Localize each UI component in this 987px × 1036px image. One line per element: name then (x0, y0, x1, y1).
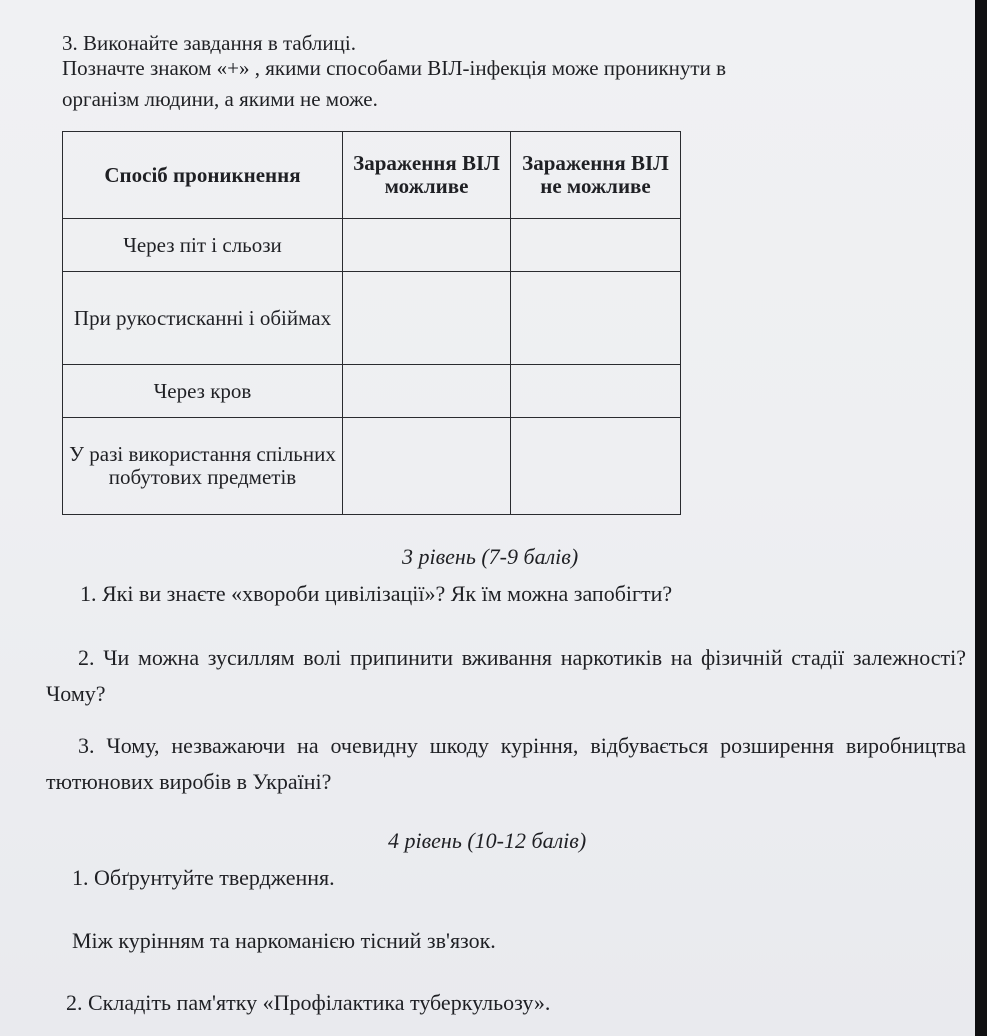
table-row (63, 418, 681, 515)
possible-cell[interactable] (343, 272, 511, 365)
task-instruction-line-1: Позначте знаком «+» , якими способами ВІЛ-інфекція може проникнути в (62, 56, 727, 80)
hiv-transmission-table (62, 131, 681, 515)
not-possible-cell[interactable] (511, 219, 681, 272)
not-possible-cell[interactable] (511, 365, 681, 418)
method-cell: Через кров (63, 365, 343, 418)
level-3-question-1: 1. Які ви знаєте «хвороби цивілізації»? Як їм можна запобігти? (80, 581, 673, 606)
not-possible-cell[interactable] (511, 272, 681, 365)
method-cell: Через піт і сльози (63, 219, 343, 272)
level-3-question-2: 2. Чи можна зусиллям волі припинити вживання наркотиків на фізичній стадії залежності? Чому? (46, 645, 966, 706)
level-3-question-3: 3. Чому, незважаючи на очевидну шкоду куріння, відбувається розширення виробництва тютюнових виробів в Україні? (46, 733, 966, 794)
level-4-title: 4 рівень (10-12 балів) (388, 828, 587, 853)
not-possible-cell[interactable] (511, 418, 681, 515)
table-header-row (63, 132, 681, 219)
level-4-statement: Між курінням та наркоманією тісний зв'язок. (72, 928, 496, 953)
header-method: Спосіб проникнення (63, 132, 343, 219)
task-heading: 3. Виконайте завдання в таблиці. (62, 31, 356, 55)
page-edge-shadow (975, 0, 987, 1036)
header-not-possible: Зараження ВІЛ не можливе (511, 132, 681, 219)
table-row (63, 272, 681, 365)
level-3-title: 3 рівень (7-9 балів) (402, 544, 579, 569)
possible-cell[interactable] (343, 219, 511, 272)
method-cell: При рукостисканні і обіймах (63, 272, 343, 365)
table-row (63, 219, 681, 272)
table-row (63, 365, 681, 418)
level-4-task-2: 2. Складіть пам'ятку «Профілактика туберкульозу». (66, 990, 551, 1015)
task-instruction-line-2: організм людини, а якими не може. (62, 87, 378, 111)
possible-cell[interactable] (343, 365, 511, 418)
possible-cell[interactable] (343, 418, 511, 515)
header-possible: Зараження ВІЛ можливе (343, 132, 511, 219)
method-cell: У разі використання спільних побутових предметів (63, 418, 343, 515)
level-4-task-1: 1. Обґрунтуйте твердження. (72, 865, 335, 890)
